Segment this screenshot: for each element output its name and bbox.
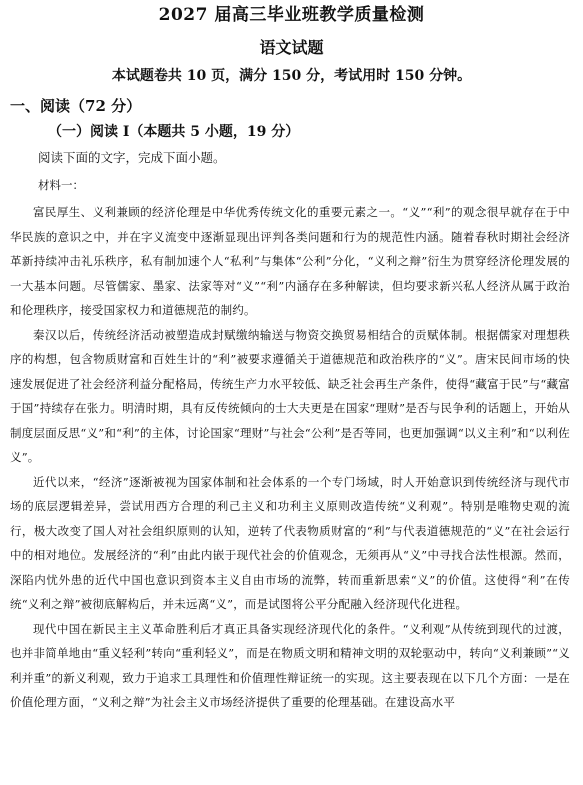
subsection-heading: （一）阅读 I（本题共 5 小题，19 分）	[48, 124, 300, 140]
instruction-text: 阅读下面的文字，完成下面小题。	[38, 150, 226, 165]
subject-title: 语文试题	[259, 38, 324, 57]
paragraph: 近代以来，“经济”逐渐被视为国家体制和社会体系的一个专门场域，时人开始意识到传统经济与现代市场的底层逻辑差异，尝试用西方合理的利己主义和功利主义原则改造传统“义利观”。特别是唯物史观的流行，极大改变了国人对社会组织原则的认知，逆转了代表物质财富的“利”与代表道德规范的“义”在社会运行中的相对地位。发展经济的“利”由此内嵌于现代社会的价值观念，无须再从“义”中寻找合法性根源。然而，深陷内忧外患的近代中国也意识到资本主义自由市场的流弊，转而重新思索“义”的价值。这使得“利”在传统“义利之辩”被彻底解构后，并未远离“义”，而是试图将公平分配融入经济现代化进程。	[10, 474, 570, 611]
paragraph: 富民厚生、义利兼顾的经济伦理是中华优秀传统文化的重要元素之一。“义”“利”的观念很早就存在于中华民族的意识之中，并在字义流变中逐渐显现出评判各类问题和行为的规范性内涵。随着春秋时期社会经济革新持续冲击礼乐秩序，私有制加速个人“私利”与集体“公利”分化，“义利之辩”衍生为贯穿经济伦理发展的一大基本问题。尽管儒家、墨家、法家等对“义”“利”内涵存在多种解读，但均要求新兴私人经济从属于政治和伦理秩序，接受国家权力和道德规范的制约。	[10, 205, 570, 317]
section-heading: 一、阅读（72 分）	[10, 97, 142, 115]
material-body	[10, 200, 570, 715]
paragraph: 现代中国在新民主主义革命胜利后才真正具备实现经济现代化的条件。“义利观”从传统到现代的过渡，也并非简单地由“重义轻利”转向“重利轻义”，而是在物质文明和精神文明的双轮驱动中，转向“义利兼顾”“义利并重”的新义利观，致力于追求工具理性和价值理性辩证统一的实现。这主要表现在以下几个方面：一是在价值伦理方面，“义利之辩”为社会主义市场经济提供了重要的伦理基础。在建设高水平	[10, 621, 570, 709]
paragraph: 秦汉以后，传统经济活动被塑造成封赋缴纳输送与物资交换贸易相结合的贡赋体制。根据儒家对理想秩序的构想，包含物质财富和百姓生计的“利”被要求遵循关于道德规范和政治秩序的“义”。唐宋民间市场的快速发展促进了社会经济利益分配格局，传统生产力水平较低、缺乏社会再生产条件，使得“藏富于民”与“藏富于国”持续存在张力。明清时期，具有反传统倾向的士大夫更是在国家“理财”是否与民争利的话题上，开始从制度层面反思“义”和“利”的主体，讨论国家“理财”与社会“公利”是否等同，也更加强调“以义主利”和“以利佐义”。	[10, 327, 570, 464]
exam-title: 2027 届高三毕业班教学质量检测	[158, 5, 425, 25]
exam-info: 本试题卷共 10 页，满分 150 分，考试用时 150 分钟。	[111, 68, 472, 84]
material-label: 材料一：	[38, 178, 84, 192]
